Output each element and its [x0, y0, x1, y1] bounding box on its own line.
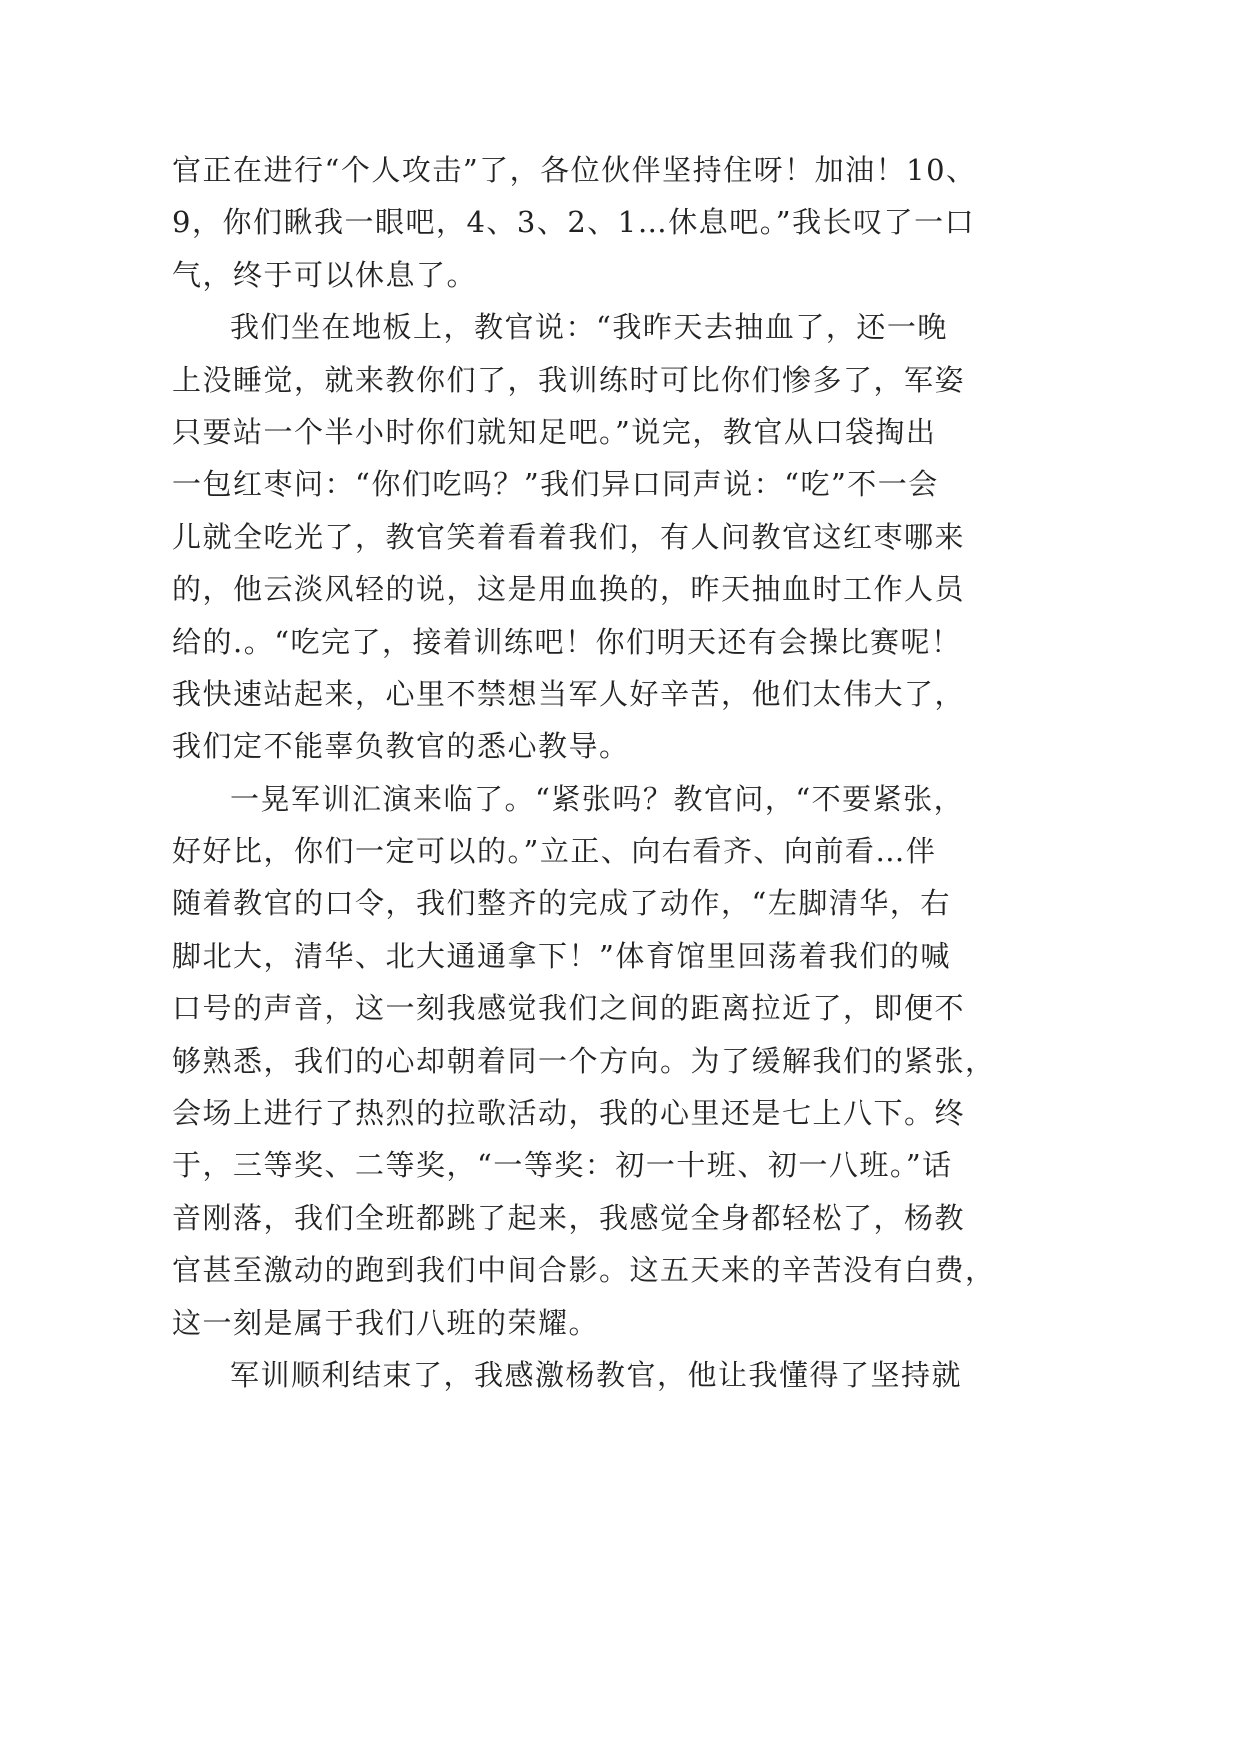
text-line: 上没睡觉，就来教你们了，我训练时可比你们惨多了，军姿: [172, 362, 966, 397]
text-line: 脚北大，清华、北大通通拿下！”体育馆里回荡着我们的喊: [172, 938, 951, 973]
body-text: [172, 144, 996, 1401]
text-line: 9，你们瞅我一眼吧，4、3、2、1…休息吧。”我长叹了一口: [172, 205, 976, 240]
text-line: 我们定不能辜负教官的悉心教导。: [172, 729, 630, 764]
text-line: 儿就全吃光了，教官笑着看着我们，有人问教官这红枣哪来: [172, 519, 966, 554]
text-line: 这一刻是属于我们八班的荣耀。: [172, 1305, 600, 1340]
text-line: 只要站一个半小时你们就知足吧。”说完，教官从口袋掏出: [172, 414, 937, 449]
text-line: 军训顺利结束了，我感激杨教官，他让我懂得了坚持就: [230, 1357, 963, 1392]
text-line: 气，终于可以休息了。: [172, 257, 478, 292]
text-line: 音刚落，我们全班都跳了起来，我感觉全身都轻松了，杨教: [172, 1200, 966, 1235]
text-line: 的，他云淡风轻的说，这是用血换的，昨天抽血时工作人员: [172, 572, 966, 607]
text-line: 官甚至激动的跑到我们中间合影。这五天来的辛苦没有白费，: [172, 1253, 996, 1288]
text-line: 官正在进行“个人攻击”了，各位伙伴坚持住呀！加油！10、: [172, 153, 977, 187]
text-line: 于，三等奖、二等奖，“一等奖：初一十班、初一八班。”话: [172, 1148, 953, 1183]
text-line: 我们坐在地板上，教官说：“我昨天去抽血了，还一晚: [230, 310, 948, 345]
text-line: 随着教官的口令，我们整齐的完成了动作，“左脚清华，右: [172, 886, 951, 921]
text-line: 够熟悉，我们的心却朝着同一个方向。为了缓解我们的紧张，: [172, 1043, 996, 1078]
text-line: 口号的声音，这一刻我感觉我们之间的距离拉近了，即便不: [172, 991, 966, 1026]
text-line: 一包红枣问：“你们吃吗？”我们异口同声说：“吃”不一会: [172, 467, 939, 502]
text-line: 会场上进行了热烈的拉歌活动，我的心里还是七上八下。终: [172, 1096, 966, 1131]
text-line: 一晃军训汇演来临了。“紧张吗？教官问，“不要紧张，: [230, 781, 965, 816]
text-line: 好好比，你们一定可以的。”立正、向右看齐、向前看…伴: [172, 834, 937, 869]
text-line: 给的.。“吃完了，接着训练吧！你们明天还有会操比赛呢！: [172, 624, 962, 659]
text-line: 我快速站起来，心里不禁想当军人好辛苦，他们太伟大了，: [172, 676, 966, 711]
